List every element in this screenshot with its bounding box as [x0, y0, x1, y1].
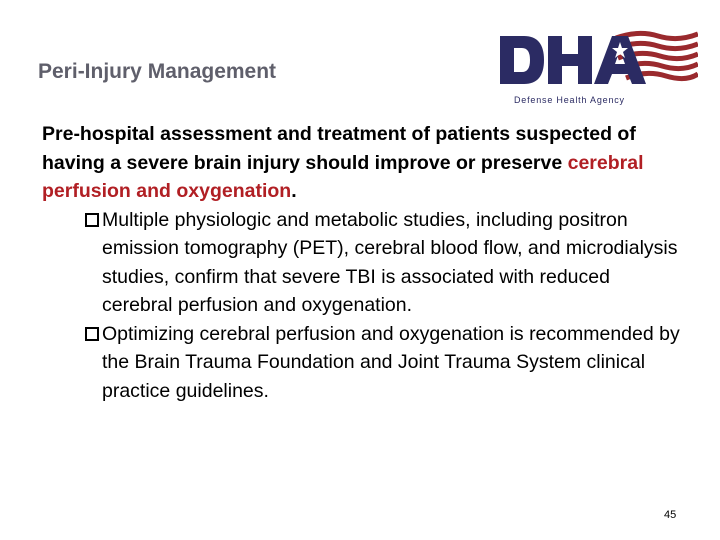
bullet-text: Multiple physiologic and metabolic studies, including positron emission tomography (PET), cerebral blood flow, and microdialysis studies, confirm that severe TBI is associated with reduced cerebral perfusion and oxygenation. [102, 208, 678, 316]
slide-body [42, 120, 682, 405]
list-item [42, 206, 682, 320]
list-item [42, 320, 682, 406]
checkbox-bullet-icon [85, 213, 99, 227]
bullet-list [42, 206, 682, 406]
page-number: 45 [664, 509, 677, 521]
checkbox-bullet-icon [85, 327, 99, 341]
intro-paragraph [42, 120, 682, 206]
dha-logo [498, 28, 698, 110]
slide-title: Peri-Injury Management [38, 60, 277, 83]
logo-subtitle: Defense Health Agency [514, 95, 625, 105]
intro-highlight: cerebral perfusion and oxygenation [42, 151, 644, 202]
intro-text: Pre-hospital assessment and treatment of patients suspected of having a severe brain injury should improve or preserve [42, 123, 636, 174]
intro-period: . [291, 180, 297, 202]
bullet-text: Optimizing cerebral perfusion and oxygenation is recommended by the Brain Trauma Foundation and Joint Trauma System clinical practice guidelines. [102, 322, 680, 402]
